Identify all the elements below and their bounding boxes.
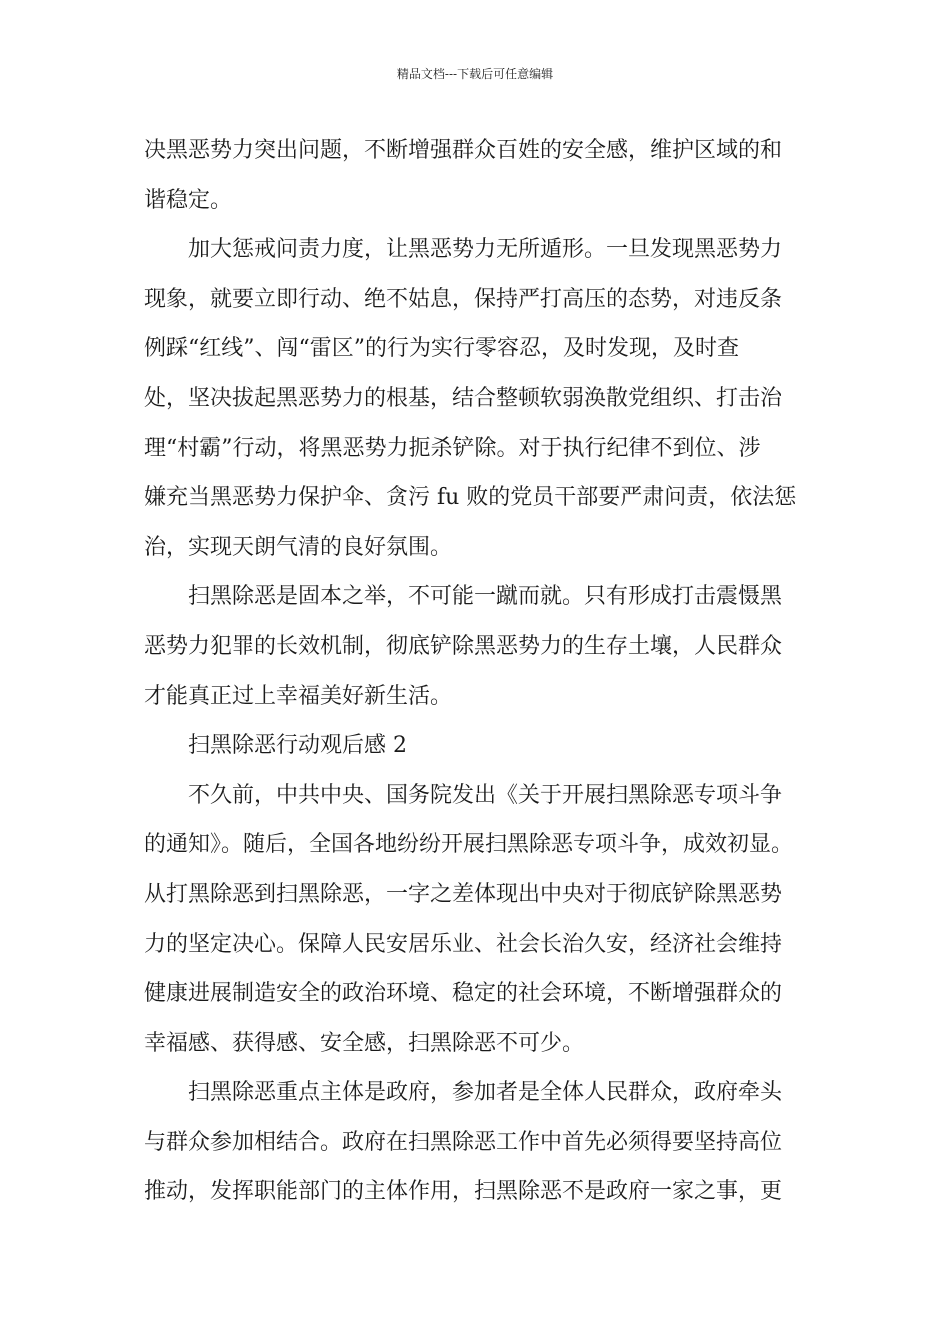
paragraph-line: 嫌充当黑恶势力保护伞、贪污 fu 败的党员干部要严肃问责，依法惩: [144, 485, 797, 511]
paragraph-first-line: 不久前，中共中央、国务院发出《关于开展扫黑除恶专项斗争: [188, 782, 783, 808]
paragraph-line: 治，实现天朗气清的良好氛围。: [144, 534, 453, 560]
paragraph-first-line: 扫黑除恶行动观后感 2: [188, 733, 407, 759]
paragraph-line: 理“村霸”行动，将黑恶势力扼杀铲除。对于执行纪律不到位、涉: [144, 435, 761, 461]
paragraph-line: 从打黑除恶到扫黑除恶，一字之差体现出中央对于彻底铲除黑恶势: [144, 881, 783, 907]
paragraph-line: 才能真正过上幸福美好新生活。: [144, 683, 453, 709]
paragraph-line: 例踩“红线”、闯“雷区”的行为实行零容忍，及时发现，及时查: [144, 336, 739, 362]
paragraph-line: 健康进展制造安全的政治环境、稳定的社会环境，不断增强群众的: [144, 981, 783, 1007]
paragraph-line: 力的坚定决心。保障人民安居乐业、社会长治久安，经济社会维持: [144, 931, 783, 957]
paragraph-line: 谐稳定。: [144, 187, 233, 213]
paragraph-line: 恶势力犯罪的长效机制，彻底铲除黑恶势力的生存土壤，人民群众: [144, 633, 783, 659]
paragraph-first-line: 加大惩戒问责力度，让黑恶势力无所遁形。一旦发现黑恶势力: [188, 237, 783, 263]
paragraph-first-line: 扫黑除恶重点主体是政府，参加者是全体人民群众，政府牵头: [188, 1080, 783, 1106]
paragraph-first-line: 扫黑除恶是固本之举，不可能一蹴而就。只有形成打击震慑黑: [188, 584, 783, 610]
paragraph-line: 与群众参加相结合。政府在扫黑除恶工作中首先必须得要坚持高位: [144, 1129, 783, 1155]
page-header: 精品文档---下载后可任意编辑: [396, 67, 554, 81]
paragraph-line: 决黑恶势力突出问题，不断增强群众百姓的安全感，维护区域的和: [144, 138, 783, 163]
paragraph-line: 推动，发挥职能部门的主体作用，扫黑除恶不是政府一家之事，更: [144, 1179, 783, 1205]
paragraph-line: 现象，就要立即行动、绝不姑息，保持严打高压的态势，对违反条: [144, 286, 783, 312]
paragraph-line: 幸福感、获得感、安全感，扫黑除恶不可少。: [144, 1030, 585, 1056]
paragraph-line: 的通知》。随后，全国各地纷纷开展扫黑除恶专项斗争，成效初显。: [144, 832, 794, 858]
document-body: [144, 131, 824, 1222]
paragraph-line: 处，坚决拔起黑恶势力的根基，结合整顿软弱涣散党组织、打击治: [144, 385, 783, 411]
